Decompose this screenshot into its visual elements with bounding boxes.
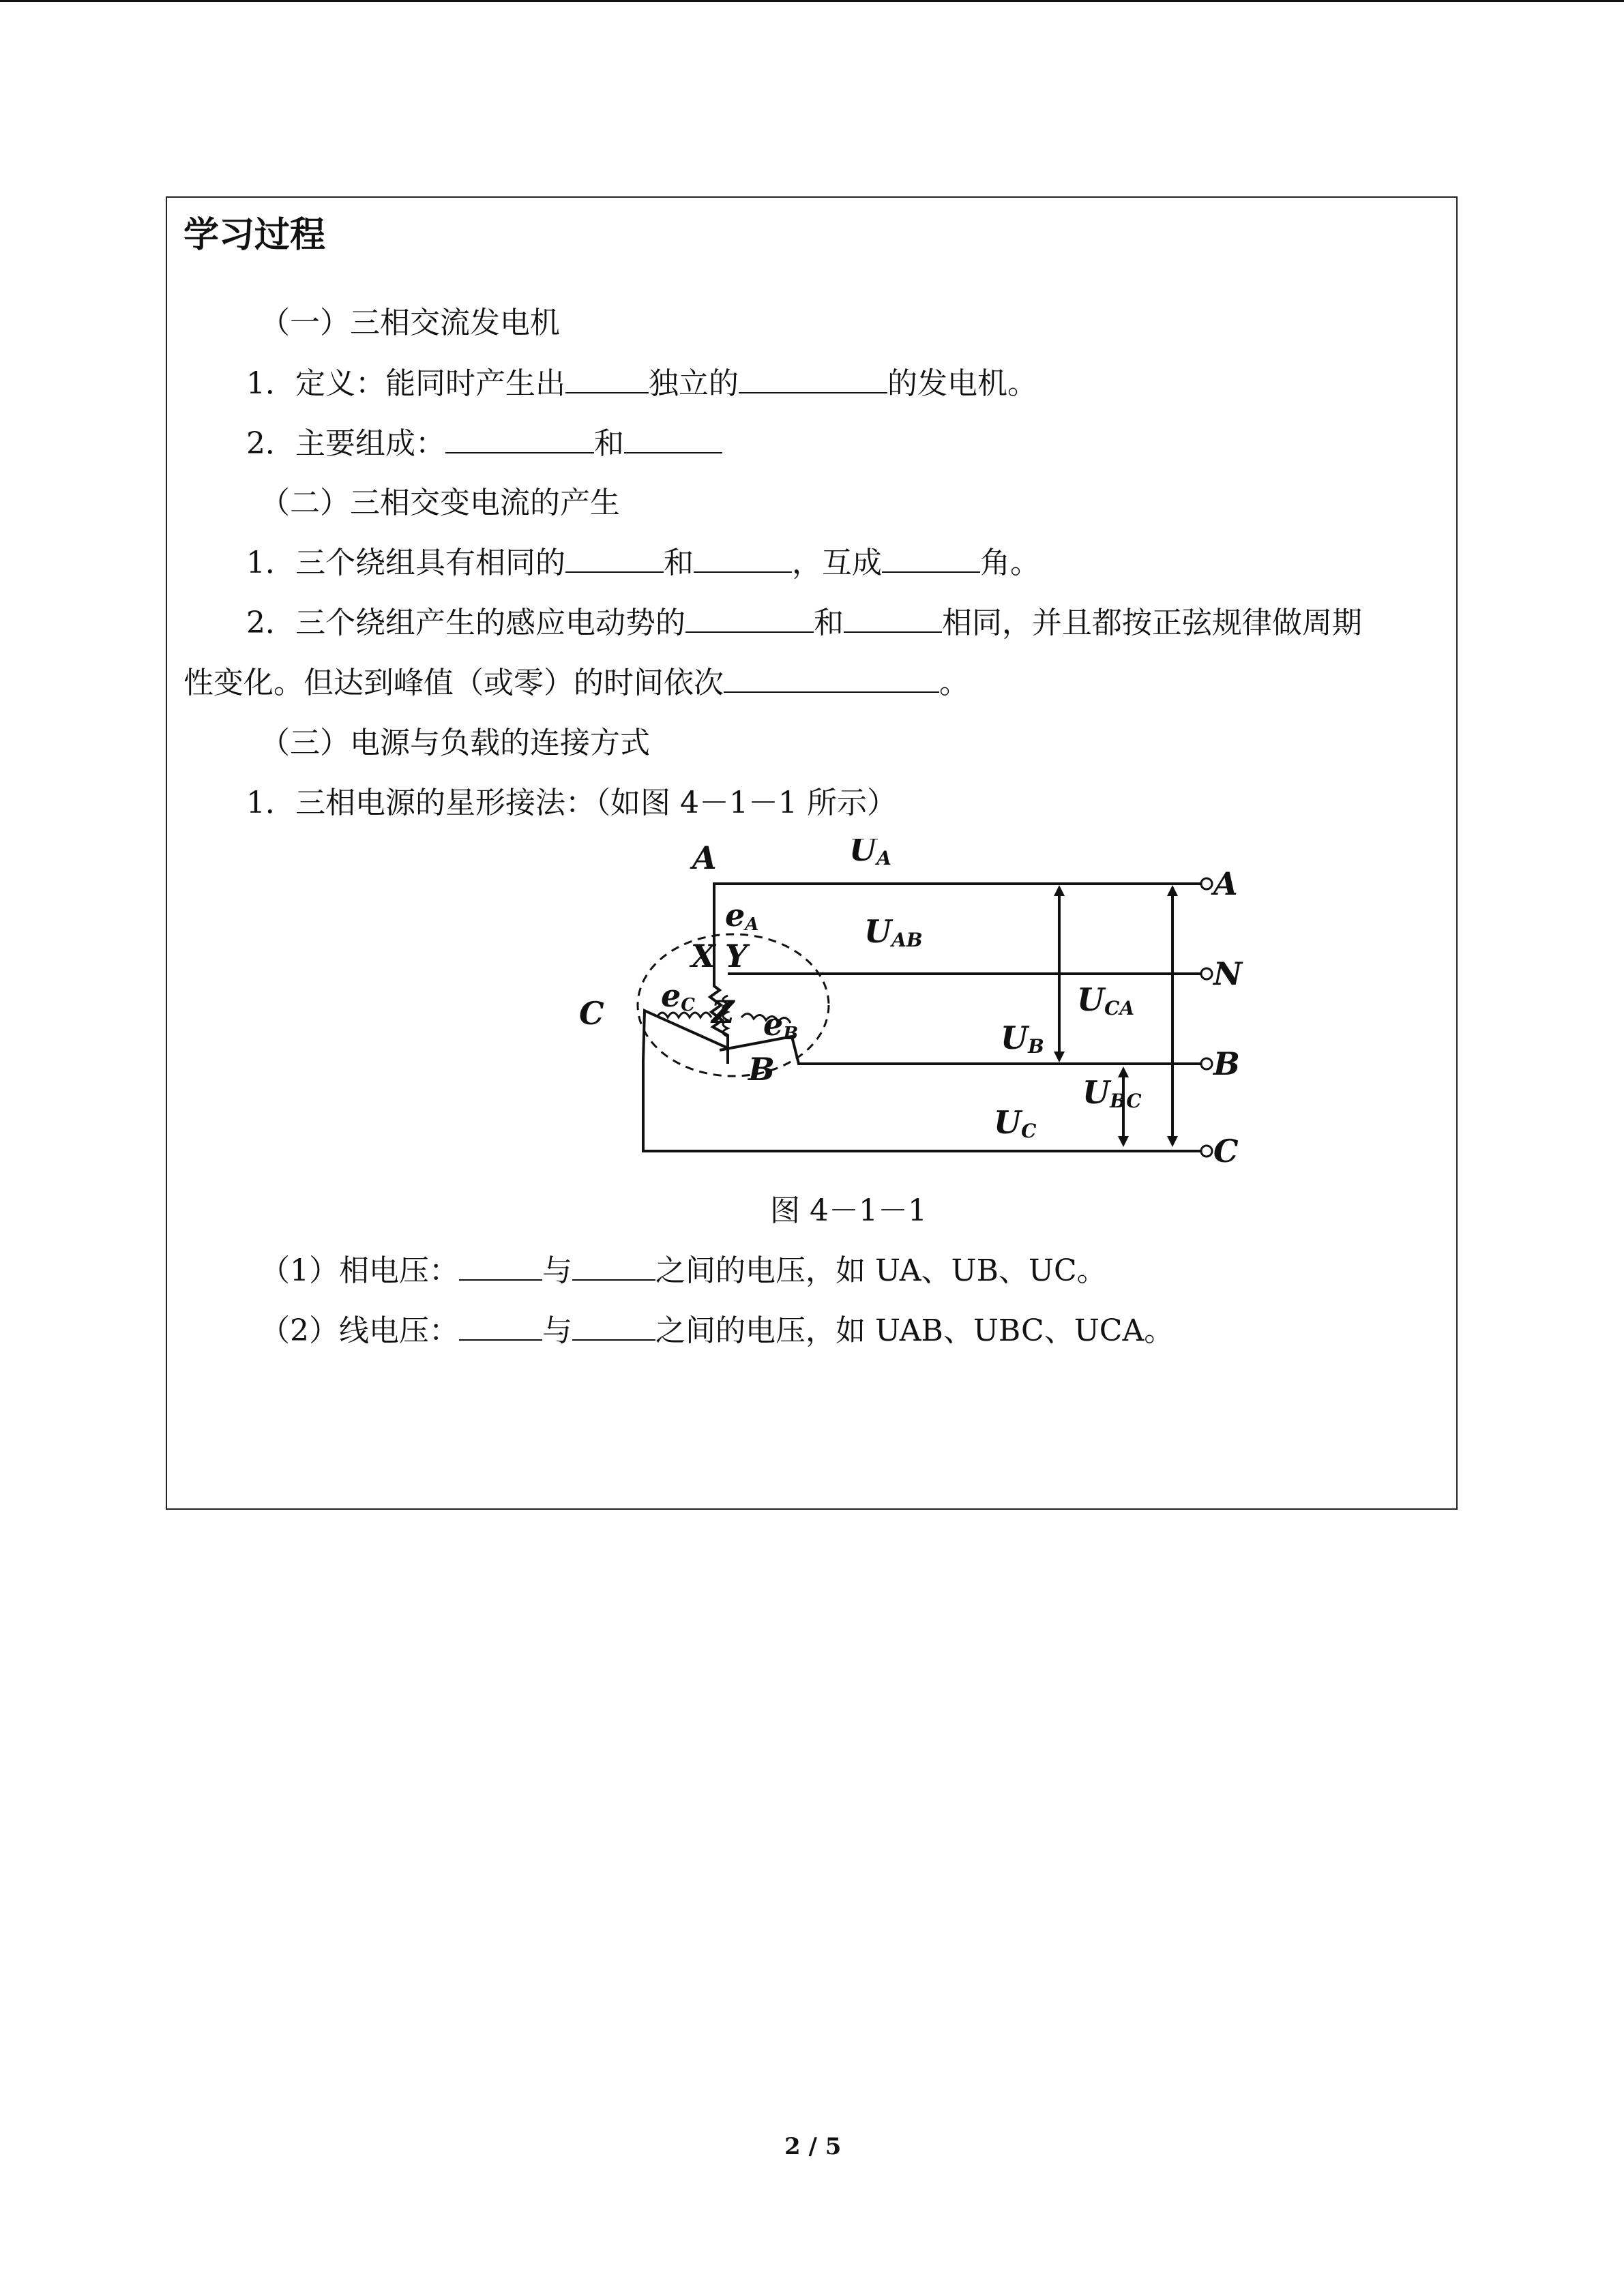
terminal-n-circle (1201, 968, 1212, 979)
blank[interactable] (572, 1312, 655, 1341)
s1-title: （一）三相交流发电机 (260, 305, 560, 340)
wire-n-stub (714, 889, 1201, 974)
figure-caption: 图 4－1－1 (770, 1193, 927, 1228)
emf-label-ec: eC (661, 977, 695, 1015)
terminal-b-circle (1201, 1058, 1212, 1069)
blank[interactable] (844, 604, 942, 633)
blank[interactable] (565, 365, 649, 393)
coil-end-y: Y (725, 938, 748, 974)
blank[interactable] (694, 544, 792, 573)
star-connection-diagram (570, 839, 1320, 1169)
s2-title: （二）三相交变电流的产生 (260, 486, 620, 520)
arrowhead (1054, 885, 1065, 896)
node-label-c: C (579, 995, 604, 1032)
node-label-a: A (692, 839, 717, 876)
blank[interactable] (685, 604, 814, 633)
blank[interactable] (445, 425, 594, 453)
terminal-label-b: B (1213, 1045, 1240, 1082)
s3-title: （三）电源与负载的连接方式 (260, 726, 650, 760)
coil-end-x: X (691, 938, 715, 974)
arrowhead (1054, 1052, 1065, 1062)
blank[interactable] (882, 544, 980, 573)
s1-item2: 2．主要组成： 和 (246, 425, 722, 463)
terminal-label-n: N (1213, 955, 1243, 992)
voltage-label-ua: UA (849, 839, 891, 869)
voltage-label-uab: UAB (864, 913, 923, 951)
s3-p2: （2）线电压： 与 之间的电压，如 UAB、UBC、UCA。 (260, 1313, 1175, 1348)
s2-item2-line2: 性变化。但达到峰值（或零）的时间依次 。 (183, 666, 969, 700)
blank[interactable] (459, 1252, 542, 1281)
section-title: 学习过程 (183, 214, 326, 256)
learning-process-box (166, 196, 1458, 1510)
blank[interactable] (565, 544, 664, 573)
arrowhead (1167, 885, 1178, 896)
terminal-a-circle (1201, 878, 1212, 889)
s3-item1: 1．三相电源的星形接法：（如图 4－1－1 所示） (246, 786, 897, 820)
blank[interactable] (724, 664, 939, 693)
page-number: 2 / 5 (784, 2133, 842, 2160)
voltage-label-ub: UB (1001, 1019, 1044, 1058)
voltage-label-uca: UCA (1077, 981, 1135, 1019)
emf-label-ea: eA (725, 897, 759, 935)
circuit-svg (570, 839, 1320, 1166)
node-label-b: B (748, 1051, 775, 1088)
arrowhead (1167, 1136, 1178, 1147)
arrowhead (1118, 1067, 1129, 1077)
s2-item2-line1: 2．三个绕组产生的感应电动势的 和 相同，并且都按正弦规律做周期 (246, 606, 1362, 640)
s1-item1: 1．定义：能同时产生出 独立的 的发电机。 (246, 366, 1037, 401)
emf-label-eb: eB (763, 1006, 799, 1044)
voltage-label-uc: UC (994, 1104, 1037, 1142)
terminal-label-c: C (1213, 1133, 1239, 1166)
terminal-c-circle (1201, 1146, 1212, 1157)
blank[interactable] (459, 1312, 542, 1341)
arrowhead (1118, 1136, 1129, 1147)
s3-p1: （1）相电压： 与 之间的电压，如 UA、UB、UC。 (260, 1253, 1107, 1288)
s2-item1: 1．三个绕组具有相同的 和 ，互成 角。 (246, 546, 1040, 580)
coil-end-z: Z (711, 994, 735, 1030)
voltage-label-ubc: UBC (1082, 1074, 1142, 1112)
page-top-rule (0, 0, 1624, 2)
blank[interactable] (572, 1252, 655, 1281)
blank[interactable] (739, 365, 887, 393)
blank[interactable] (624, 425, 722, 453)
terminal-label-a: A (1213, 865, 1238, 902)
